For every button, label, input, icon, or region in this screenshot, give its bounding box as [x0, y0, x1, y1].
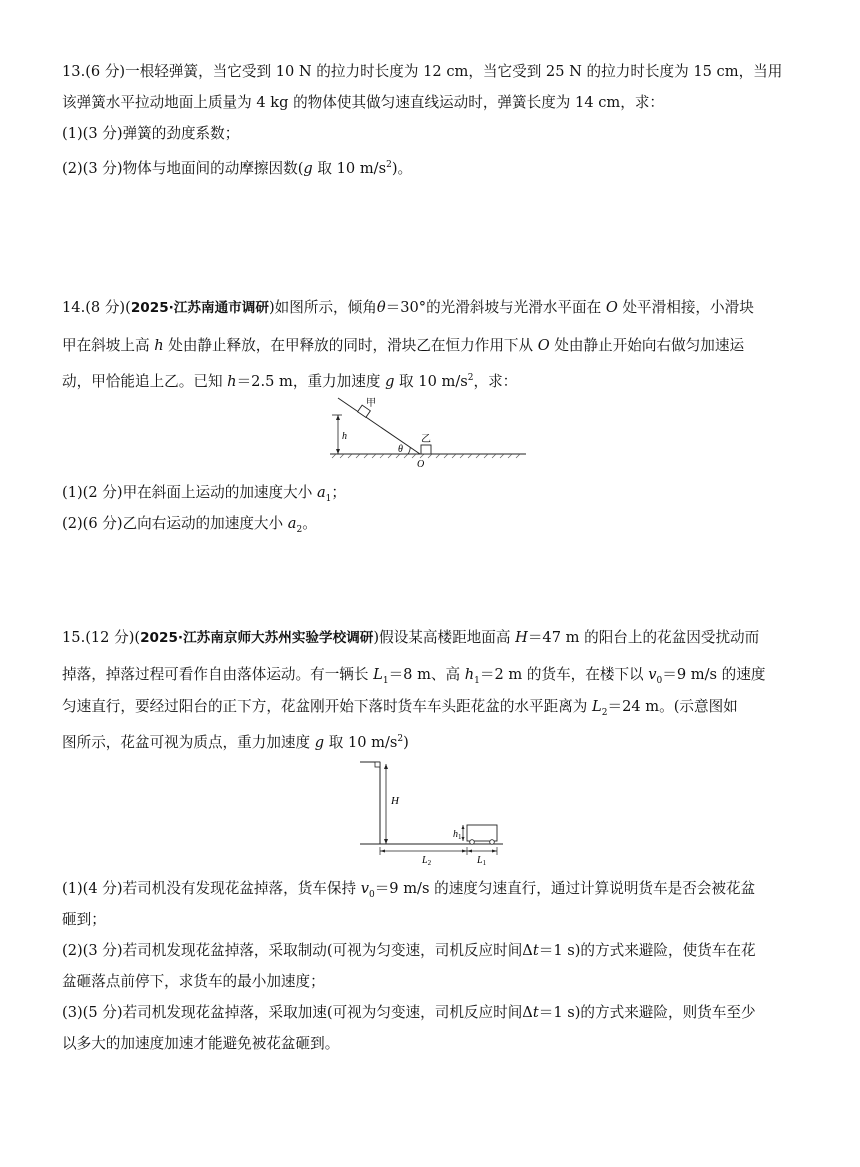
var-O: O — [537, 337, 550, 354]
q13-line-1 — [62, 62, 782, 82]
q13-part-1-text: (1)(3 分)弹簧的劲度系数； — [62, 125, 240, 142]
sub: 1 — [474, 675, 480, 686]
label-h: h — [342, 431, 347, 442]
text: (2)(3 分)物体与地面间的动摩擦因数( — [62, 159, 304, 177]
var-L: L — [592, 698, 602, 715]
label-L2 — [421, 855, 432, 867]
q14-part-1 — [62, 483, 346, 509]
L2-arrow-right — [462, 850, 467, 853]
label-h1-base: h — [453, 829, 458, 840]
q15-part-1-line-1 — [62, 879, 755, 905]
text: )。 — [391, 159, 413, 177]
q15-part-2-line-2 — [62, 972, 325, 992]
text: 取 10 m/s — [394, 372, 468, 390]
var-g: g — [314, 733, 325, 751]
label-L2-base: L — [422, 855, 428, 866]
text: 掉落，掉落过程可看作自由落体运动。有一辆长 — [62, 666, 374, 683]
var-h: h — [464, 666, 475, 683]
text: ，求： — [473, 372, 518, 390]
h1-arrow-up — [462, 825, 465, 829]
text: ＝9 m/s 的速度 — [662, 666, 766, 683]
L1-arrow-right — [492, 850, 497, 853]
var-L: L — [373, 666, 383, 683]
text: 砸到； — [62, 911, 106, 928]
truck-wheel-rear — [490, 840, 495, 845]
text: 匀速直行，要经过阳台的正下方，花盆刚开始下落时货车车头距花盆的水平距离为 — [62, 698, 593, 715]
angle-arc — [408, 447, 410, 454]
var-H: H — [515, 629, 528, 646]
var-h: h — [227, 372, 237, 390]
label-h1-sub: 1 — [458, 833, 462, 841]
source-tag: 2025·江苏南京师大苏州实验学校调研 — [140, 630, 374, 646]
q15-part-3-line-2 — [62, 1034, 339, 1054]
var-v: v — [360, 880, 369, 897]
var-theta: θ — [376, 299, 386, 316]
sub: 1 — [382, 675, 389, 686]
text: ＝30°的光滑斜坡与光滑水平面在 — [385, 299, 606, 316]
flowerpot — [375, 762, 380, 767]
source-tag: 2025·江苏南通市调研 — [130, 300, 269, 316]
sup: 2 — [386, 160, 392, 170]
q14-line-2 — [62, 336, 744, 356]
text: (2)(6 分)乙向右运动的加速度大小 — [62, 515, 288, 532]
label-H: H — [391, 795, 399, 807]
sub: 2 — [601, 707, 608, 718]
var-a: a — [316, 484, 326, 501]
label-L2-sub: 2 — [427, 859, 432, 867]
text: (2)(3 分)若司机发现花盆掉落，采取制动(可视为匀变速，司机反应时间Δ — [62, 942, 533, 959]
h-arrow-up — [336, 415, 340, 420]
text: ＝9 m/s 的速度匀速直行，通过计算说明货车是否会被花盆 — [374, 880, 756, 897]
text: 以多大的加速度加速才能避免被花盆砸到。 — [62, 1035, 340, 1052]
text: 。 — [302, 515, 317, 532]
q14-line-3 — [62, 368, 517, 392]
text: 取 10 m/s — [312, 159, 387, 177]
text: 甲在斜坡上高 — [62, 337, 155, 354]
label-yi: 乙 — [421, 434, 431, 445]
sub: 0 — [368, 889, 375, 900]
sub: 0 — [656, 675, 663, 686]
text: 取 10 m/s — [324, 733, 398, 751]
var-t: t — [532, 1004, 539, 1021]
q15-line-1 — [62, 628, 759, 648]
q13-text-1: 13.(6 分)一根轻弹簧，当它受到 10 N 的拉力时长度为 12 cm，当它受到 25 N 的拉力时长度为 15 cm，当用 — [62, 63, 783, 80]
q13-part-1 — [62, 124, 239, 144]
label-O: O — [417, 459, 425, 470]
H-arrow-up — [384, 764, 388, 769]
text: (3)(5 分)若司机发现花盆掉落，采取加速(可视为匀变速，司机反应时间Δ — [62, 1004, 533, 1021]
text: ； — [331, 484, 346, 501]
label-L1-sub: 1 — [482, 859, 487, 867]
var-t: t — [532, 942, 539, 959]
text: ＝2.5 m，重力加速度 — [236, 372, 386, 390]
label-jia: 甲 — [366, 398, 376, 409]
h-arrow-down — [336, 449, 340, 454]
q15-line-4 — [62, 729, 409, 753]
text: )假设某高楼距地面高 — [373, 629, 516, 646]
h1-arrow-down — [462, 837, 465, 841]
block-yi — [421, 445, 431, 454]
q15-figure — [355, 758, 515, 868]
text: 15.(12 分)( — [62, 629, 141, 646]
q13-line-2 — [62, 93, 664, 113]
truck-wheel-front — [470, 840, 475, 845]
text: )如图所示，倾角 — [268, 299, 377, 316]
var-g: g — [385, 372, 395, 390]
text: (1)(2 分)甲在斜面上运动的加速度大小 — [62, 484, 317, 501]
sup: 2 — [397, 734, 404, 744]
text: ＝1 s)的方式来避险，则货车至少 — [538, 1004, 756, 1021]
sup: 2 — [467, 373, 474, 383]
q15-part-1-line-2 — [62, 910, 106, 930]
var-O: O — [605, 299, 618, 316]
text: ＝24 m。(示意图如 — [607, 698, 738, 715]
q14-part-2 — [62, 514, 317, 540]
q14-figure — [330, 394, 530, 474]
var-a: a — [287, 515, 297, 532]
label-L1-base: L — [477, 855, 483, 866]
text: 图所示，花盆可视为质点，重力加速度 — [62, 733, 315, 751]
label-L1 — [476, 855, 487, 867]
text: ＝1 s)的方式来避险，使货车在花 — [538, 942, 756, 959]
label-theta: θ — [398, 444, 403, 455]
ground-hatch — [332, 454, 520, 458]
q15-part-2-line-1 — [62, 941, 756, 961]
text: ) — [403, 733, 409, 751]
q15-line-3 — [62, 697, 738, 723]
var-v: v — [648, 666, 657, 683]
text: ＝47 m 的阳台上的花盆因受扰动而 — [527, 629, 760, 646]
text: ＝8 m、高 — [388, 666, 465, 683]
text: 动，甲恰能追上乙。已知 — [62, 372, 228, 390]
q15-part-3-line-1 — [62, 1003, 756, 1023]
text: 14.(8 分)( — [62, 299, 131, 316]
text: 处平滑相接，小滑块 — [617, 299, 754, 316]
sub: 2 — [296, 524, 303, 535]
text: 处由静止释放，在甲释放的同时，滑块乙在恒力作用下从 — [163, 337, 538, 354]
var-g: g — [303, 159, 313, 177]
L2-arrow-left — [380, 850, 385, 853]
label-h1 — [453, 829, 462, 841]
sub: 1 — [325, 493, 332, 504]
q14-line-1 — [62, 298, 754, 318]
q15-line-2 — [62, 665, 765, 691]
var-h: h — [154, 337, 164, 354]
text: (1)(4 分)若司机没有发现花盆掉落，货车保持 — [62, 880, 361, 897]
L1-arrow-left — [467, 850, 472, 853]
text: 盆砸落点前停下，求货车的最小加速度； — [62, 973, 325, 990]
text: 处由静止开始向右做匀加速运 — [549, 337, 745, 354]
text: ＝2 m 的货车，在楼下以 — [479, 666, 649, 683]
H-arrow-down — [384, 839, 388, 844]
truck — [467, 825, 497, 841]
q13-text-2: 该弹簧水平拉动地面上质量为 4 kg 的物体使其做匀速直线运动时，弹簧长度为 14 cm，求： — [62, 94, 665, 111]
slope-line — [338, 398, 420, 454]
q13-part-2 — [62, 155, 412, 179]
